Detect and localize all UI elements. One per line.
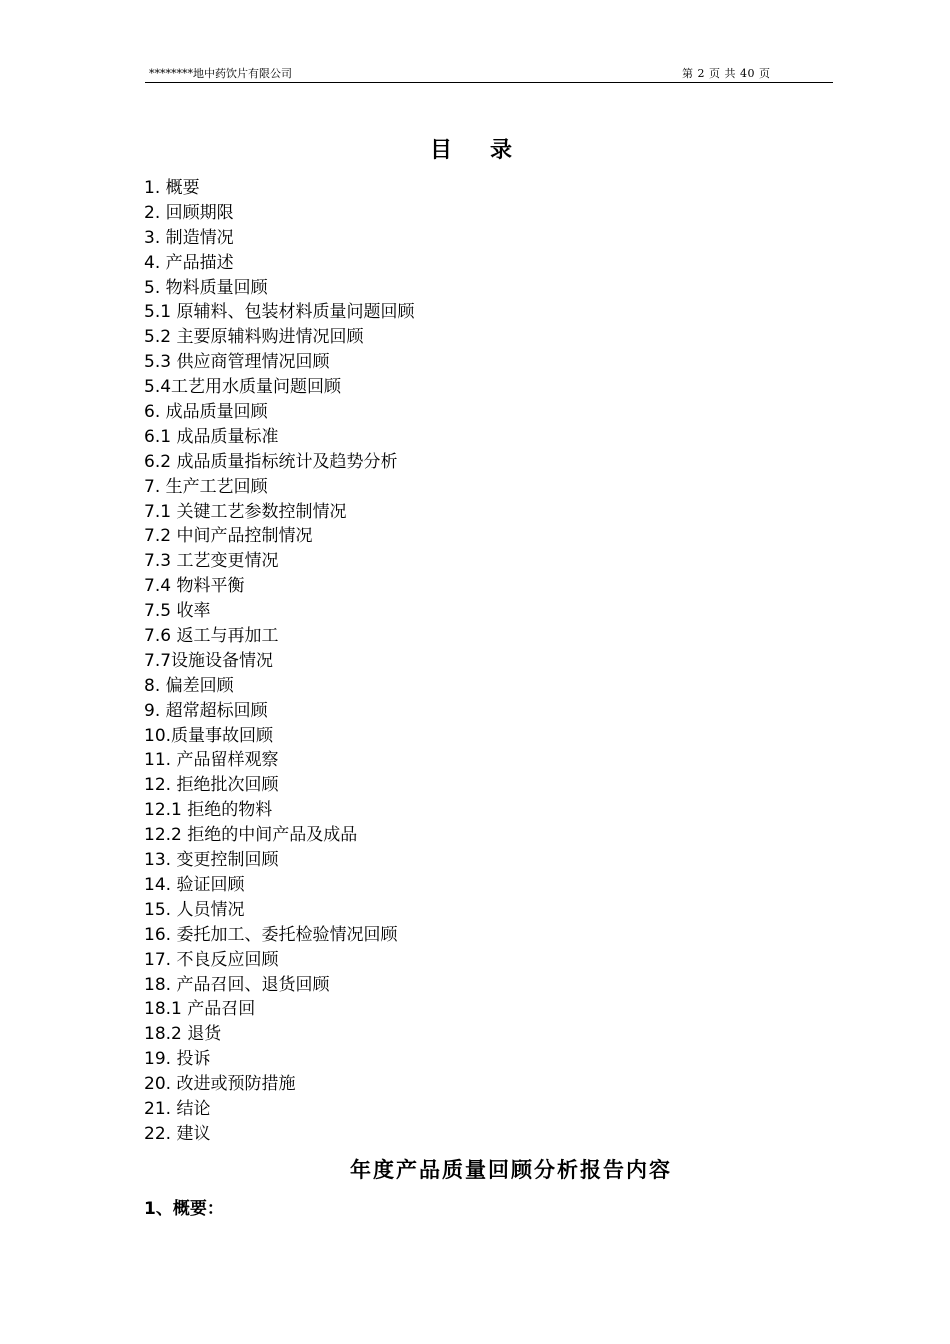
toc-item: 15. 人员情况 [144, 899, 245, 920]
toc-item: 5. 物料质量回顾 [144, 277, 268, 298]
toc-item: 7.2 中间产品控制情况 [144, 526, 313, 547]
toc-item: 17. 不良反应回顾 [144, 949, 279, 970]
toc-item: 7.4 物料平衡 [144, 576, 245, 597]
page-header [145, 66, 833, 83]
toc-item: 7. 生产工艺回顾 [144, 476, 268, 497]
toc-item: 3. 制造情况 [144, 227, 234, 248]
toc-item: 1. 概要 [144, 178, 200, 198]
toc-item: 6. 成品质量回顾 [144, 402, 268, 423]
toc-item: 6.1 成品质量标准 [144, 426, 279, 447]
toc-item: 22. 建议 [144, 1123, 211, 1144]
section-heading: 1、概要： [144, 1199, 224, 1219]
toc-item: 13. 变更控制回顾 [144, 850, 279, 871]
toc-item: 14. 验证回顾 [144, 874, 245, 895]
company-name: ********地中药饮片有限公司 [149, 67, 292, 80]
toc-list [144, 176, 414, 1147]
toc-item: 5.2 主要原辅料购进情况回顾 [144, 327, 364, 348]
page-number: 第 2 页 共 40 页 [682, 67, 771, 80]
toc-item: 5.3 供应商管理情况回顾 [144, 352, 330, 373]
toc-item: 18.2 退货 [144, 1024, 222, 1045]
toc-item: 2. 回顾期限 [144, 202, 234, 223]
toc-item: 7.5 收率 [144, 601, 211, 622]
toc-item: 5.4工艺用水质量问题回顾 [144, 377, 342, 398]
toc-item: 7.1 关键工艺参数控制情况 [144, 501, 347, 522]
toc-item: 12.1 拒绝的物料 [144, 800, 273, 821]
toc-item: 4. 产品描述 [144, 252, 234, 273]
toc-item: 12. 拒绝批次回顾 [144, 775, 279, 796]
toc-item: 21. 结论 [144, 1098, 211, 1119]
toc-item: 12.2 拒绝的中间产品及成品 [144, 825, 358, 846]
toc-item: 7.6 返工与再加工 [144, 626, 279, 647]
toc-item: 19. 投诉 [144, 1049, 211, 1070]
report-title: 年度产品质量回顾分析报告内容 [350, 1157, 672, 1182]
toc-item: 11. 产品留样观察 [144, 750, 279, 771]
toc-title: 目录 [429, 138, 550, 163]
toc-item: 10.质量事故回顾 [144, 725, 274, 746]
toc-item: 20. 改进或预防措施 [144, 1074, 296, 1095]
toc-item: 8. 偏差回顾 [144, 675, 234, 696]
toc-item: 7.7设施设备情况 [144, 650, 274, 671]
toc-item: 7.3 工艺变更情况 [144, 551, 279, 572]
toc-item: 6.2 成品质量指标统计及趋势分析 [144, 451, 398, 472]
toc-item: 9. 超常超标回顾 [144, 700, 268, 721]
toc-item: 5.1 原辅料、包装材料质量问题回顾 [144, 302, 415, 323]
toc-item: 18.1 产品召回 [144, 999, 256, 1020]
toc-item: 18. 产品召回、退货回顾 [144, 974, 330, 995]
toc-item: 16. 委托加工、委托检验情况回顾 [144, 924, 398, 945]
